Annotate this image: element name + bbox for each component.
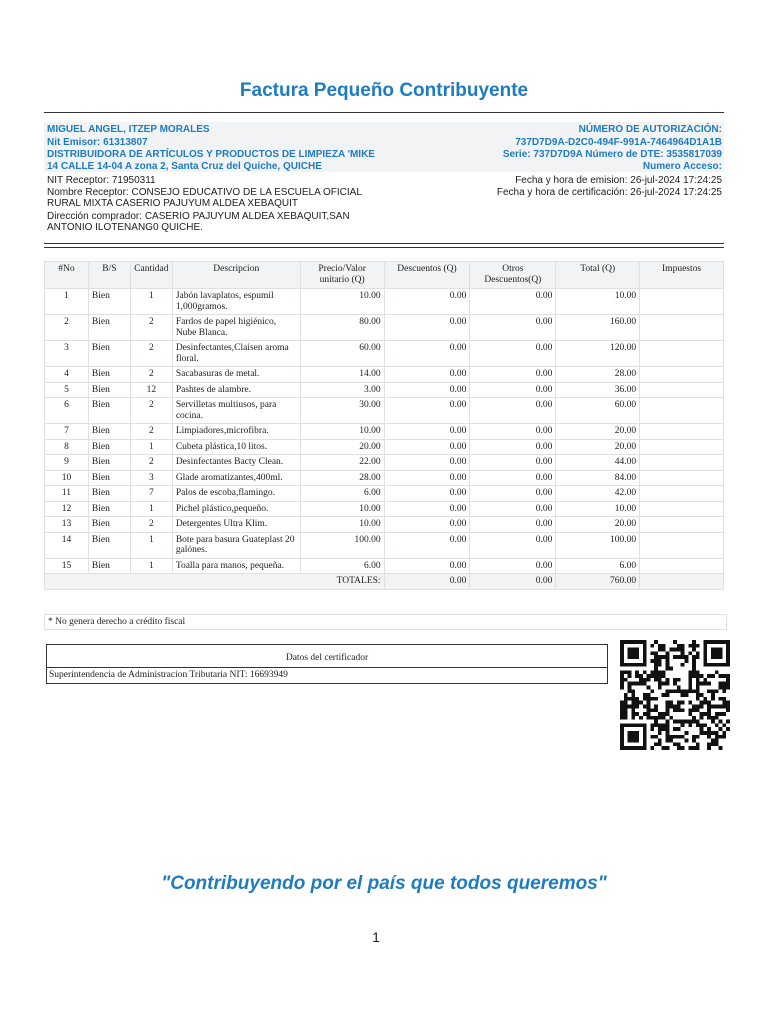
table-row <box>45 532 724 558</box>
cell-unit-price: 6.00 <box>300 558 384 574</box>
cell-unit-price: 30.00 <box>300 398 384 424</box>
cell-no: 15 <box>45 558 89 574</box>
cell-discount: 0.00 <box>384 501 470 517</box>
cell-description: Fardos de papel higiénico, Nube Blanca. <box>172 315 300 341</box>
receiver-address-line2: ANTONIO ILOTENANG0 QUICHE. <box>47 222 203 233</box>
cell-unit-price: 28.00 <box>300 470 384 486</box>
cell-total: 36.00 <box>556 382 640 398</box>
double-divider <box>44 243 724 248</box>
cell-no: 12 <box>45 501 89 517</box>
cell-unit-price: 60.00 <box>300 341 384 367</box>
totals-total: 760.00 <box>556 574 640 590</box>
cell-quantity: 7 <box>130 486 172 502</box>
cell-description: Jabón lavaplatos, espumil 1,000gramos. <box>172 289 300 315</box>
cell-unit-price: 100.00 <box>300 532 384 558</box>
cell-taxes <box>640 558 724 574</box>
receiver-address-line1: Dirección comprador: CASERIO PAJUYUM ALDEA XEBAQUIT,SAN <box>47 211 350 222</box>
totals-other-discounts: 0.00 <box>470 574 556 590</box>
cell-quantity: 2 <box>130 367 172 383</box>
cell-no: 8 <box>45 439 89 455</box>
cell-quantity: 2 <box>130 398 172 424</box>
cell-bs: Bien <box>88 532 130 558</box>
page-number: 1 <box>372 929 380 945</box>
cell-discount: 0.00 <box>384 424 470 440</box>
cell-description: Palos de escoba,flamingo. <box>172 486 300 502</box>
table-row <box>45 558 724 574</box>
cell-no: 14 <box>45 532 89 558</box>
emission-date: Fecha y hora de emision: 26-jul-2024 17:24:25 <box>515 175 722 186</box>
col-other-discounts: Otros Descuentos(Q) <box>470 262 556 289</box>
cell-quantity: 2 <box>130 315 172 341</box>
table-row <box>45 501 724 517</box>
cell-unit-price: 10.00 <box>300 289 384 315</box>
access-number: Numero Acceso: <box>642 161 722 172</box>
cell-quantity: 2 <box>130 455 172 471</box>
cell-quantity: 2 <box>130 424 172 440</box>
cell-other-discount: 0.00 <box>470 315 556 341</box>
totals-row <box>45 574 724 590</box>
cell-discount: 0.00 <box>384 382 470 398</box>
table-header-row <box>45 262 724 289</box>
table-row <box>45 367 724 383</box>
cell-description: Limpiadores,microfibra. <box>172 424 300 440</box>
cell-unit-price: 6.00 <box>300 486 384 502</box>
cell-other-discount: 0.00 <box>470 382 556 398</box>
cell-taxes <box>640 289 724 315</box>
cell-quantity: 1 <box>130 501 172 517</box>
emitter-address: 14 CALLE 14-04 A zona 2, Santa Cruz del Quiche, QUICHE <box>47 161 322 172</box>
cell-bs: Bien <box>88 367 130 383</box>
cell-no: 9 <box>45 455 89 471</box>
cell-taxes <box>640 517 724 533</box>
certifier-box <box>46 644 608 684</box>
cell-discount: 0.00 <box>384 315 470 341</box>
cell-unit-price: 20.00 <box>300 439 384 455</box>
cell-unit-price: 22.00 <box>300 455 384 471</box>
emitter-business: DISTRIBUIDORA DE ARTÍCULOS Y PRODUCTOS DE LIMPIEZA 'MIKE <box>47 149 375 160</box>
cell-other-discount: 0.00 <box>470 517 556 533</box>
table-row <box>45 486 724 502</box>
cell-discount: 0.00 <box>384 455 470 471</box>
cell-unit-price: 10.00 <box>300 501 384 517</box>
receiver-nit: NIT Receptor: 71950311 <box>47 175 156 186</box>
cell-other-discount: 0.00 <box>470 486 556 502</box>
cell-description: Cubeta plástica,10 litos. <box>172 439 300 455</box>
totals-discounts: 0.00 <box>384 574 470 590</box>
table-row <box>45 382 724 398</box>
dte-serie: Serie: 737D7D9A Número de DTE: 3535817039 <box>502 149 722 160</box>
cell-taxes <box>640 367 724 383</box>
table-row <box>45 517 724 533</box>
certifier-header: Datos del certificador <box>47 645 607 668</box>
cell-quantity: 1 <box>130 439 172 455</box>
cell-taxes <box>640 315 724 341</box>
cell-total: 20.00 <box>556 424 640 440</box>
cell-taxes <box>640 398 724 424</box>
cell-discount: 0.00 <box>384 367 470 383</box>
cell-quantity: 2 <box>130 517 172 533</box>
cell-description: Sacabasuras de metal. <box>172 367 300 383</box>
cell-no: 3 <box>45 341 89 367</box>
col-bs: B/S <box>88 262 130 289</box>
cell-quantity: 1 <box>130 289 172 315</box>
slogan: "Contribuyendo por el país que todos queremos" <box>161 873 607 894</box>
cell-other-discount: 0.00 <box>470 367 556 383</box>
table-row <box>45 455 724 471</box>
cell-description: Bote para basura Guateplast 20 galónes. <box>172 532 300 558</box>
cell-total: 20.00 <box>556 439 640 455</box>
cell-bs: Bien <box>88 455 130 471</box>
col-taxes: Impuestos <box>640 262 724 289</box>
table-row <box>45 439 724 455</box>
cell-quantity: 1 <box>130 532 172 558</box>
emitter-nit: Nit Emisor: 61313807 <box>47 137 148 148</box>
cell-other-discount: 0.00 <box>470 558 556 574</box>
cell-description: Glade aromatizantes,400ml. <box>172 470 300 486</box>
cell-no: 7 <box>45 424 89 440</box>
cell-total: 10.00 <box>556 289 640 315</box>
col-unit-price: Precio/Valor unitario (Q) <box>300 262 384 289</box>
cell-bs: Bien <box>88 424 130 440</box>
cell-discount: 0.00 <box>384 532 470 558</box>
cell-taxes <box>640 501 724 517</box>
cell-no: 6 <box>45 398 89 424</box>
cell-total: 100.00 <box>556 532 640 558</box>
cell-discount: 0.00 <box>384 470 470 486</box>
cell-taxes <box>640 382 724 398</box>
table-row <box>45 341 724 367</box>
col-discounts: Descuentos (Q) <box>384 262 470 289</box>
cell-total: 28.00 <box>556 367 640 383</box>
cell-no: 13 <box>45 517 89 533</box>
cell-total: 6.00 <box>556 558 640 574</box>
cell-bs: Bien <box>88 398 130 424</box>
cell-other-discount: 0.00 <box>470 289 556 315</box>
cell-description: Desinfectantes Bacty Clean. <box>172 455 300 471</box>
cell-taxes <box>640 486 724 502</box>
cell-total: 160.00 <box>556 315 640 341</box>
cell-unit-price: 14.00 <box>300 367 384 383</box>
certification-date: Fecha y hora de certificación: 26-jul-2024 17:24:25 <box>496 187 722 198</box>
cell-bs: Bien <box>88 382 130 398</box>
cell-quantity: 3 <box>130 470 172 486</box>
cell-no: 11 <box>45 486 89 502</box>
cell-discount: 0.00 <box>384 517 470 533</box>
table-row <box>45 289 724 315</box>
cell-total: 42.00 <box>556 486 640 502</box>
certifier-body: Superintendencia de Administracion Tributaria NIT: 16693949 <box>49 670 288 680</box>
table-row <box>45 398 724 424</box>
cell-bs: Bien <box>88 341 130 367</box>
cell-discount: 0.00 <box>384 341 470 367</box>
cell-no: 10 <box>45 470 89 486</box>
cell-no: 2 <box>45 315 89 341</box>
cell-discount: 0.00 <box>384 486 470 502</box>
cell-discount: 0.00 <box>384 398 470 424</box>
receiver-address <box>47 211 350 233</box>
cell-bs: Bien <box>88 315 130 341</box>
cell-no: 5 <box>45 382 89 398</box>
cell-unit-price: 80.00 <box>300 315 384 341</box>
col-total: Total (Q) <box>556 262 640 289</box>
cell-description: Detergentes Ultra Klim. <box>172 517 300 533</box>
cell-no: 1 <box>45 289 89 315</box>
table-row <box>45 315 724 341</box>
qr-code-icon <box>620 637 730 753</box>
cell-bs: Bien <box>88 470 130 486</box>
cell-taxes <box>640 532 724 558</box>
cell-bs: Bien <box>88 501 130 517</box>
cell-other-discount: 0.00 <box>470 455 556 471</box>
fiscal-credit-note: * No genera derecho a crédito fiscal <box>44 614 727 630</box>
cell-total: 10.00 <box>556 501 640 517</box>
cell-other-discount: 0.00 <box>470 501 556 517</box>
totals-taxes <box>640 574 724 590</box>
emitter-name: MIGUEL ANGEL, ITZEP MORALES <box>47 124 210 135</box>
receiver-name <box>47 187 362 209</box>
cell-other-discount: 0.00 <box>470 424 556 440</box>
cell-bs: Bien <box>88 289 130 315</box>
cell-taxes <box>640 439 724 455</box>
cell-discount: 0.00 <box>384 289 470 315</box>
authorization-label: NÚMERO DE AUTORIZACIÓN: <box>578 124 722 135</box>
authorization-number: 737D7D9A-D2C0-494F-991A-7464964D1A1B <box>515 137 722 148</box>
cell-description: Toalla para manos, pequeña. <box>172 558 300 574</box>
cell-unit-price: 10.00 <box>300 517 384 533</box>
cell-quantity: 1 <box>130 558 172 574</box>
cell-description: Desinfectantes,Claisen aroma floral. <box>172 341 300 367</box>
col-description: Descripcion <box>172 262 300 289</box>
invoice-title: Factura Pequeño Contribuyente <box>239 80 529 101</box>
cell-unit-price: 3.00 <box>300 382 384 398</box>
cell-total: 20.00 <box>556 517 640 533</box>
cell-taxes <box>640 470 724 486</box>
items-table <box>44 261 724 590</box>
cell-taxes <box>640 341 724 367</box>
cell-description: Pichel plástico,pequeño. <box>172 501 300 517</box>
cell-no: 4 <box>45 367 89 383</box>
cell-total: 84.00 <box>556 470 640 486</box>
cell-bs: Bien <box>88 439 130 455</box>
table-row <box>45 470 724 486</box>
cell-other-discount: 0.00 <box>470 470 556 486</box>
col-quantity: Cantidad <box>130 262 172 289</box>
top-divider <box>44 112 724 113</box>
cell-quantity: 2 <box>130 341 172 367</box>
cell-other-discount: 0.00 <box>470 439 556 455</box>
cell-total: 44.00 <box>556 455 640 471</box>
cell-quantity: 12 <box>130 382 172 398</box>
cell-taxes <box>640 424 724 440</box>
cell-discount: 0.00 <box>384 439 470 455</box>
totals-label: TOTALES: <box>45 574 385 590</box>
receiver-name-line1: Nombre Receptor: CONSEJO EDUCATIVO DE LA ESCUELA OFICIAL <box>47 187 362 198</box>
cell-bs: Bien <box>88 517 130 533</box>
cell-other-discount: 0.00 <box>470 532 556 558</box>
col-no: #No <box>45 262 89 289</box>
receiver-name-line2: RURAL MIXTA CASERIO PAJUYUM ALDEA XEBAQUIT <box>47 198 298 209</box>
cell-description: Pashtes de alambre. <box>172 382 300 398</box>
cell-unit-price: 10.00 <box>300 424 384 440</box>
cell-description: Servilletas multiusos, para cocina. <box>172 398 300 424</box>
cell-other-discount: 0.00 <box>470 398 556 424</box>
table-row <box>45 424 724 440</box>
cell-total: 120.00 <box>556 341 640 367</box>
cell-discount: 0.00 <box>384 558 470 574</box>
cell-other-discount: 0.00 <box>470 341 556 367</box>
cell-total: 60.00 <box>556 398 640 424</box>
cell-bs: Bien <box>88 558 130 574</box>
cell-bs: Bien <box>88 486 130 502</box>
cell-taxes <box>640 455 724 471</box>
